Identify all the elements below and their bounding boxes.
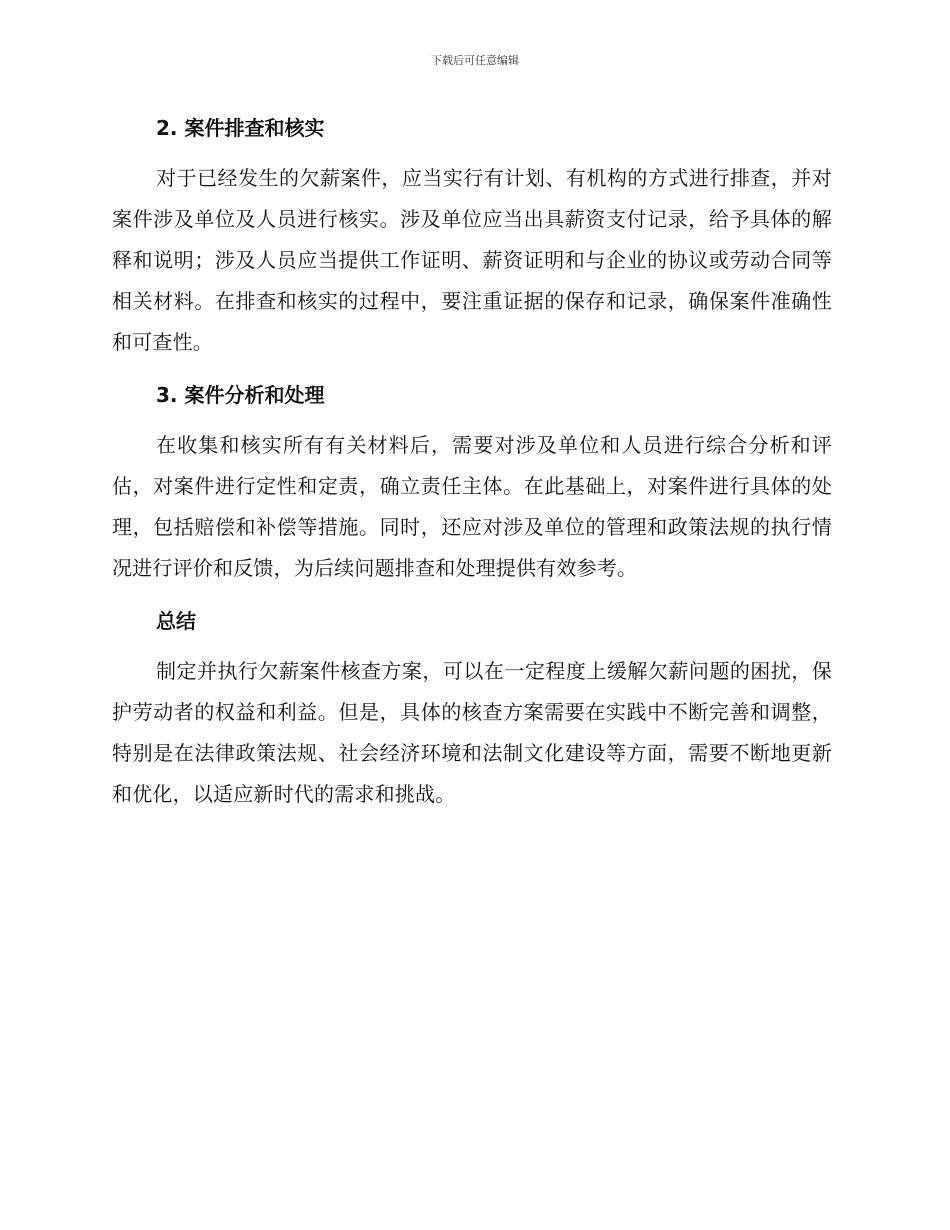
section-case-analysis bbox=[112, 375, 832, 589]
section-heading: 2. 案件排查和核实 bbox=[156, 116, 325, 140]
section-heading: 3. 案件分析和处理 bbox=[156, 383, 325, 407]
section-paragraph: 制定并执行欠薪案件核查方案，可以在一定程度上缓解欠薪问题的困扰，保护劳动者的权益和利益。但是，具体的核查方案需要在实践中不断完善和调整，特别是在法律政策法规、社会经济环境和法制文化建设等方面，需要不断地更新和优化，以适应新时代的需求和挑战。 bbox=[112, 659, 832, 806]
section-summary bbox=[112, 601, 832, 815]
section-paragraph: 在收集和核实所有有关材料后，需要对涉及单位和人员进行综合分析和评估，对案件进行定性和定责，确立责任主体。在此基础上，对案件进行具体的处理，包括赔偿和补偿等措施。同时，还应对涉及单位的管理和政策法规的执行情况进行评价和反馈，为后续问题排查和处理提供有效参考。 bbox=[112, 433, 832, 580]
page-header: 下载后可任意编辑 bbox=[431, 54, 519, 67]
section-paragraph: 对于已经发生的欠薪案件，应当实行有计划、有机构的方式进行排查，并对案件涉及单位及人员进行核实。涉及单位应当出具薪资支付记录，给予具体的解释和说明；涉及人员应当提供工作证明、薪资证明和与企业的协议或劳动合同等相关材料。在排查和核实的过程中，要注重证据的保存和记录，确保案件准确性和可查性。 bbox=[112, 166, 832, 354]
section-heading: 总结 bbox=[156, 609, 196, 633]
section-case-investigation bbox=[112, 108, 832, 363]
document-body bbox=[112, 108, 832, 827]
